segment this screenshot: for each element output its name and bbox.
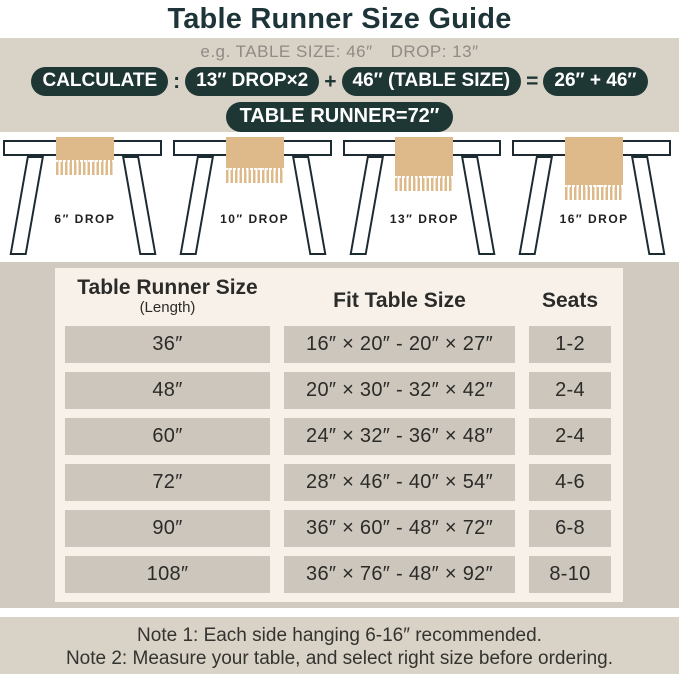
table-illustration-13in [340,132,510,262]
table-illustration-16in [509,132,679,262]
table-leg-right [461,156,495,255]
header-fit-table-size: Fit Table Size [333,289,466,312]
runner-graphic [226,137,284,183]
table-leg-right [631,156,665,255]
note-1: Note 1: Each side hanging 6-16″ recommended. [137,625,542,646]
runner-fringe [565,185,623,200]
table-row [65,372,611,418]
drop-label: 16″ DROP [559,212,629,226]
runner-graphic [565,137,623,200]
table-leg-right [292,156,326,255]
size-table-panel [55,268,623,602]
example-table-size: e.g. TABLE SIZE: 46″ [200,42,373,61]
seats-cell: 2-4 [529,418,611,455]
fit-size-cell: 36″ × 76″ - 48″ × 92″ [284,556,515,593]
table-row [65,556,611,602]
equals-operator: = [526,69,539,93]
table-row [65,464,611,510]
formula-row [0,67,679,96]
result-pill: TABLE RUNNER=72″ [226,102,454,132]
drop-pill: 13″ DROP×2 [185,67,319,96]
size-table-section [0,262,679,608]
runner-fringe [395,176,453,191]
drop-label: 10″ DROP [220,212,290,226]
drop-label: 13″ DROP [389,212,459,226]
header-runner-size: Table Runner Size (Length) [77,276,258,316]
table-row [65,418,611,464]
example-drop: DROP: 13″ [390,42,479,61]
table-header-row [65,276,611,326]
drop-illustrations-row [0,132,679,262]
runner-length-cell: 48″ [65,372,270,409]
runner-length-cell: 60″ [65,418,270,455]
table-leg-right [122,156,156,255]
seats-cell: 6-8 [529,510,611,547]
page-title: Table Runner Size Guide [167,2,512,35]
runner-graphic [395,137,453,191]
fit-size-cell: 36″ × 60″ - 48″ × 72″ [284,510,515,547]
header-seats: Seats [541,289,599,312]
runner-length-cell: 108″ [65,556,270,593]
runner-fringe [56,160,114,175]
fit-size-cell: 20″ × 30″ - 32″ × 42″ [284,372,515,409]
calculation-band [0,38,679,132]
table-leg-left [179,156,213,255]
colon-operator: : [173,69,181,93]
runner-length-cell: 90″ [65,510,270,547]
drop-label: 6″ DROP [54,212,116,226]
result-row [0,102,679,132]
seats-cell: 4-6 [529,464,611,501]
runner-graphic [56,137,114,175]
table-illustration-10in [170,132,340,262]
fit-size-cell: 24″ × 32″ - 36″ × 48″ [284,418,515,455]
table-leg-left [519,156,553,255]
runner-fringe [226,168,284,183]
notes-band [0,617,679,674]
sum-pill: 26″ + 46″ [543,67,647,96]
seats-cell: 1-2 [529,326,611,363]
table-leg-left [349,156,383,255]
seats-cell: 8-10 [529,556,611,593]
table-row [65,326,611,372]
calculate-pill: CALCULATE [31,67,168,96]
table-leg-left [10,156,44,255]
seats-cell: 2-4 [529,372,611,409]
plus-operator: + [324,69,337,93]
table-row [65,510,611,556]
runner-length-cell: 36″ [65,326,270,363]
runner-length-cell: 72″ [65,464,270,501]
table-illustration-6in [0,132,170,262]
fit-size-cell: 28″ × 46″ - 40″ × 54″ [284,464,515,501]
note-2: Note 2: Measure your table, and select right size before ordering. [65,648,614,669]
fit-size-cell: 16″ × 20″ - 20″ × 27″ [284,326,515,363]
example-line [0,38,679,62]
table-size-pill: 46″ (TABLE SIZE) [342,67,522,96]
